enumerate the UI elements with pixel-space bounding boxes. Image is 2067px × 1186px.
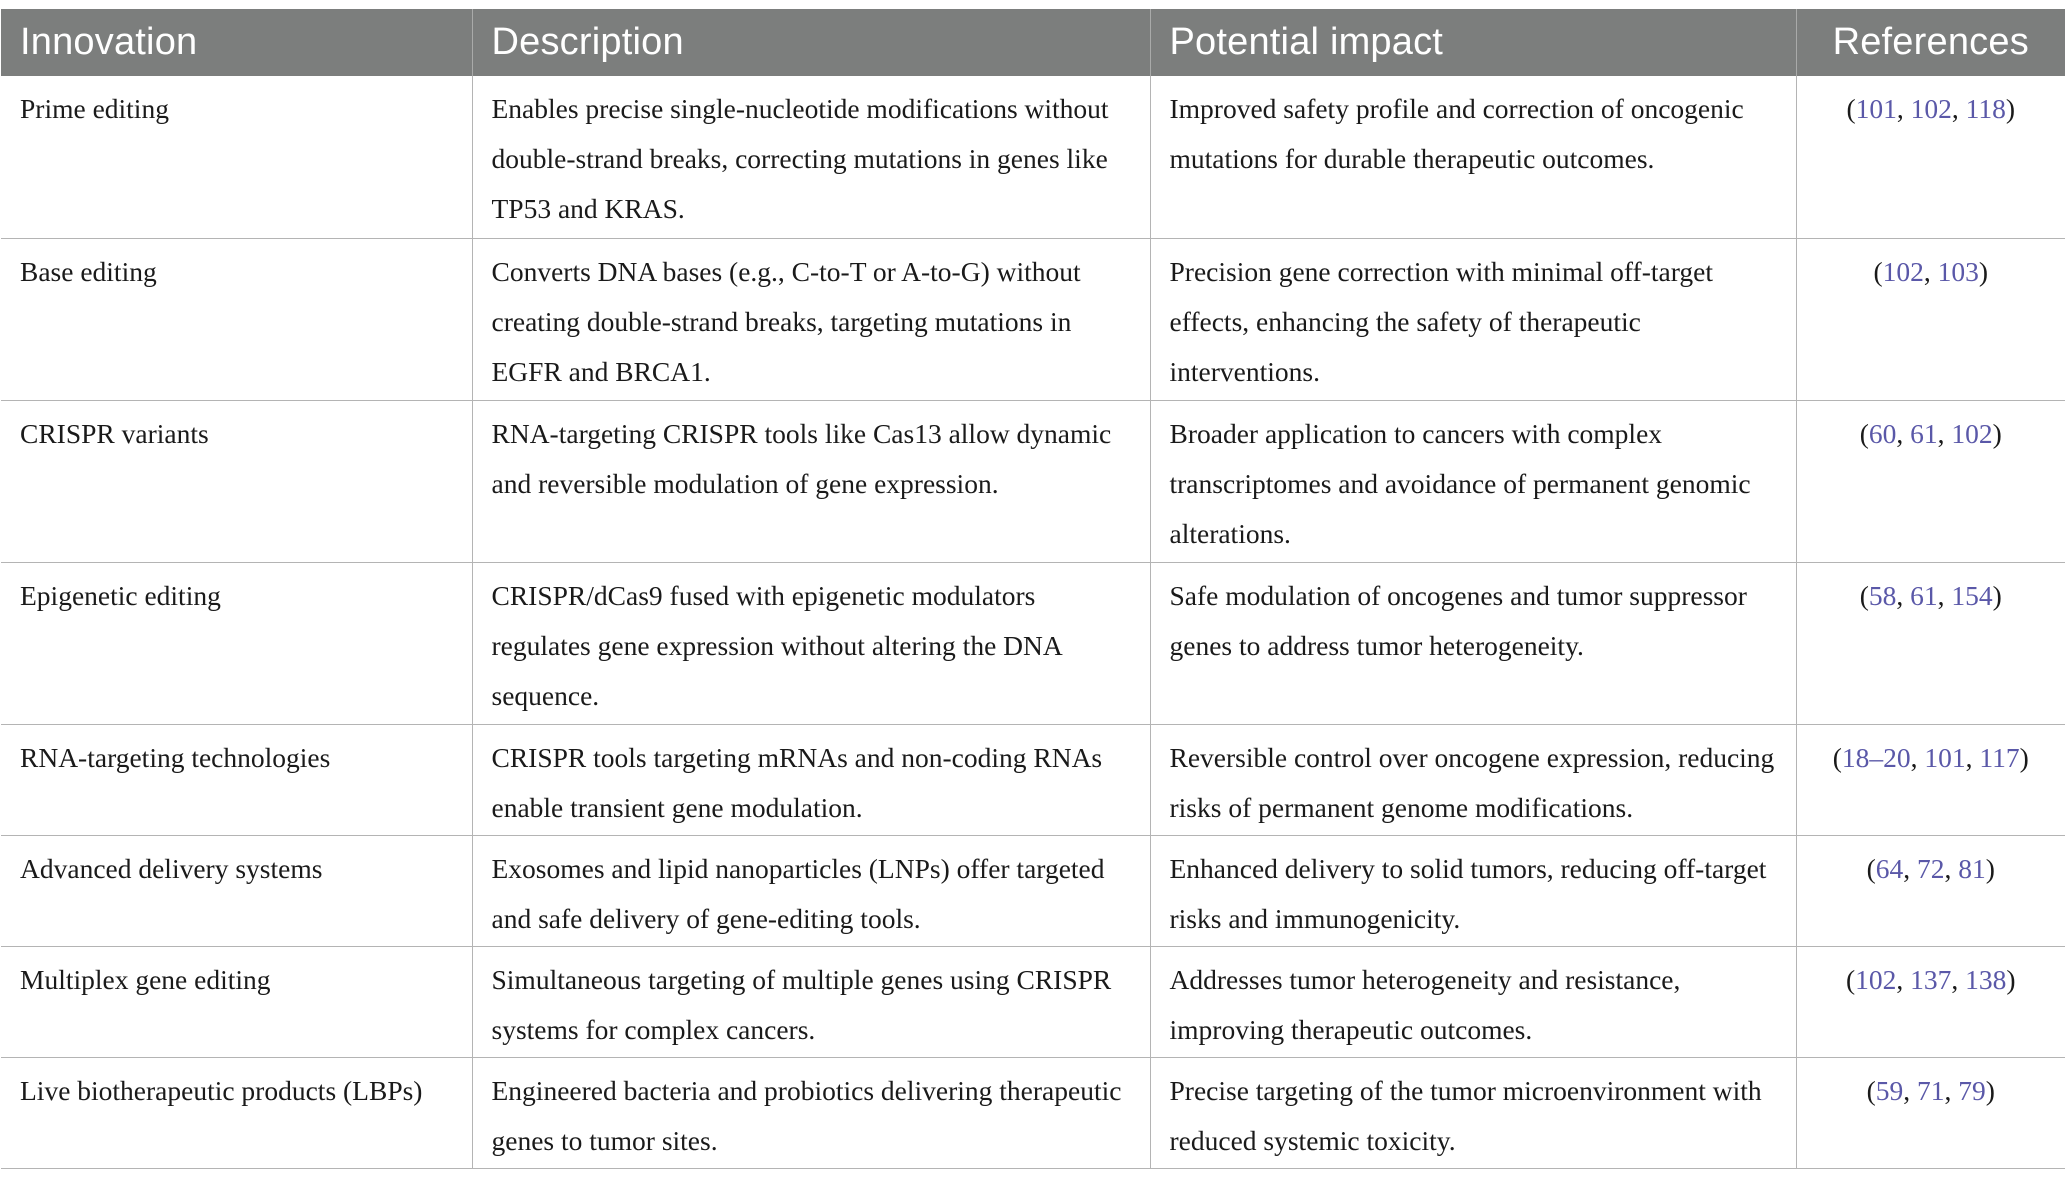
reference-link[interactable]: 72	[1917, 852, 1945, 884]
reference-link[interactable]: 102	[1910, 93, 1952, 124]
reference-link[interactable]: 60	[1868, 417, 1897, 449]
ref-close-paren: )	[1992, 417, 2002, 449]
cell-references	[1796, 946, 2065, 1057]
reference-link[interactable]: 101	[1855, 93, 1897, 124]
table-row	[1, 946, 2065, 1057]
ref-separator: ,	[1903, 1074, 1917, 1106]
innovations-table	[1, 9, 2065, 1169]
header-references: References	[1796, 9, 2065, 76]
table-row	[1, 1057, 2065, 1168]
ref-separator: ,	[1937, 417, 1952, 449]
ref-separator: ,	[1910, 741, 1925, 773]
ref-open-paren: (	[1873, 255, 1883, 287]
ref-separator: ,	[1896, 963, 1911, 995]
innovations-table-container	[1, 9, 2065, 1169]
cell-references	[1796, 1057, 2065, 1168]
ref-open-paren: (	[1866, 1074, 1876, 1106]
reference-link[interactable]: 64	[1875, 852, 1904, 884]
reference-link[interactable]: 102	[1882, 255, 1924, 287]
cell-description: CRISPR tools targeting mRNAs and non-coding RNAs enable transient gene modulation.	[472, 724, 1150, 835]
reference-link[interactable]: 118	[1965, 93, 2006, 124]
ref-separator: ,	[1944, 852, 1959, 884]
cell-innovation: Prime editing	[1, 76, 472, 238]
table-row	[1, 238, 2065, 400]
reference-link[interactable]: 18–20	[1841, 741, 1911, 773]
reference-link[interactable]: 138	[1965, 963, 2007, 995]
header-potential-impact: Potential impact	[1150, 9, 1796, 76]
cell-impact: Enhanced delivery to solid tumors, reducing off-target risks and immunogenicity.	[1150, 835, 1796, 946]
reference-link[interactable]: 81	[1958, 852, 1986, 884]
cell-references	[1796, 835, 2065, 946]
table-header-row	[1, 9, 2065, 76]
ref-separator: ,	[1937, 579, 1952, 611]
cell-innovation: RNA-targeting technologies	[1, 724, 472, 835]
ref-open-paren: (	[1859, 417, 1869, 449]
ref-separator: ,	[1896, 93, 1911, 124]
cell-description: Converts DNA bases (e.g., C-to-T or A-to-G) without creating double-strand breaks, targeting mutations in EGFR and BRCA1.	[472, 238, 1150, 400]
cell-innovation: Live biotherapeutic products (LBPs)	[1, 1057, 472, 1168]
header-innovation: Innovation	[1, 9, 472, 76]
cell-references	[1796, 562, 2065, 724]
header-description: Description	[472, 9, 1150, 76]
reference-link[interactable]: 102	[1855, 963, 1897, 995]
table-row	[1, 724, 2065, 835]
reference-link[interactable]: 58	[1868, 579, 1897, 611]
cell-references	[1796, 238, 2065, 400]
table-row	[1, 400, 2065, 562]
ref-open-paren: (	[1846, 93, 1856, 124]
cell-references	[1796, 400, 2065, 562]
ref-close-paren: )	[2005, 93, 2016, 124]
cell-description: RNA-targeting CRISPR tools like Cas13 allow dynamic and reversible modulation of gene expression.	[472, 400, 1150, 562]
ref-separator: ,	[1951, 93, 1966, 124]
reference-link[interactable]: 102	[1951, 417, 1993, 449]
reference-link[interactable]: 59	[1875, 1074, 1904, 1106]
reference-link[interactable]: 137	[1910, 963, 1952, 995]
cell-impact: Reversible control over oncogene expression, reducing risks of permanent genome modifications.	[1150, 724, 1796, 835]
ref-close-paren: )	[1985, 852, 1995, 884]
ref-separator: ,	[1944, 1074, 1959, 1106]
cell-impact: Safe modulation of oncogenes and tumor suppressor genes to address tumor heterogeneity.	[1150, 562, 1796, 724]
reference-link[interactable]: 61	[1910, 417, 1938, 449]
cell-innovation: Advanced delivery systems	[1, 835, 472, 946]
cell-impact: Precise targeting of the tumor microenvironment with reduced systemic toxicity.	[1150, 1057, 1796, 1168]
ref-open-paren: (	[1866, 852, 1876, 884]
cell-impact: Broader application to cancers with complex transcriptomes and avoidance of permanent genomic alterations.	[1150, 400, 1796, 562]
ref-close-paren: )	[2006, 963, 2016, 995]
table-row	[1, 835, 2065, 946]
reference-link[interactable]: 103	[1937, 255, 1979, 287]
ref-open-paren: (	[1859, 579, 1869, 611]
cell-impact: Addresses tumor heterogeneity and resistance, improving therapeutic outcomes.	[1150, 946, 1796, 1057]
reference-link[interactable]: 154	[1951, 579, 1993, 611]
ref-separator: ,	[1923, 255, 1938, 287]
cell-description: Enables precise single-nucleotide modifications without double-strand breaks, correcting mutations in genes like TP53 and KRAS.	[472, 76, 1150, 238]
reference-link[interactable]: 117	[1979, 741, 2020, 773]
cell-innovation: Multiplex gene editing	[1, 946, 472, 1057]
ref-separator: ,	[1951, 963, 1966, 995]
ref-separator: ,	[1965, 741, 1980, 773]
cell-description: Simultaneous targeting of multiple genes using CRISPR systems for complex cancers.	[472, 946, 1150, 1057]
ref-open-paren: (	[1832, 741, 1842, 773]
cell-innovation: CRISPR variants	[1, 400, 472, 562]
table-row	[1, 76, 2065, 238]
reference-link[interactable]: 101	[1924, 741, 1966, 773]
ref-separator: ,	[1896, 579, 1911, 611]
ref-close-paren: )	[1992, 579, 2002, 611]
cell-description: CRISPR/dCas9 fused with epigenetic modulators regulates gene expression without altering the DNA sequence.	[472, 562, 1150, 724]
reference-link[interactable]: 71	[1917, 1074, 1945, 1106]
cell-innovation: Base editing	[1, 238, 472, 400]
ref-separator: ,	[1903, 852, 1917, 884]
reference-link[interactable]: 79	[1958, 1074, 1986, 1106]
ref-close-paren: )	[1985, 1074, 1995, 1106]
ref-close-paren: )	[1978, 255, 1989, 287]
cell-description: Exosomes and lipid nanoparticles (LNPs) offer targeted and safe delivery of gene-editing tools.	[472, 835, 1150, 946]
cell-innovation: Epigenetic editing	[1, 562, 472, 724]
cell-references	[1796, 76, 2065, 238]
cell-impact: Improved safety profile and correction of oncogenic mutations for durable therapeutic outcomes.	[1150, 76, 1796, 238]
cell-description: Engineered bacteria and probiotics delivering therapeutic genes to tumor sites.	[472, 1057, 1150, 1168]
table-row	[1, 562, 2065, 724]
cell-impact: Precision gene correction with minimal off-target effects, enhancing the safety of therapeutic interventions.	[1150, 238, 1796, 400]
ref-separator: ,	[1896, 417, 1911, 449]
ref-open-paren: (	[1845, 963, 1856, 995]
cell-references	[1796, 724, 2065, 835]
ref-close-paren: )	[2019, 741, 2029, 773]
reference-link[interactable]: 61	[1910, 579, 1938, 611]
